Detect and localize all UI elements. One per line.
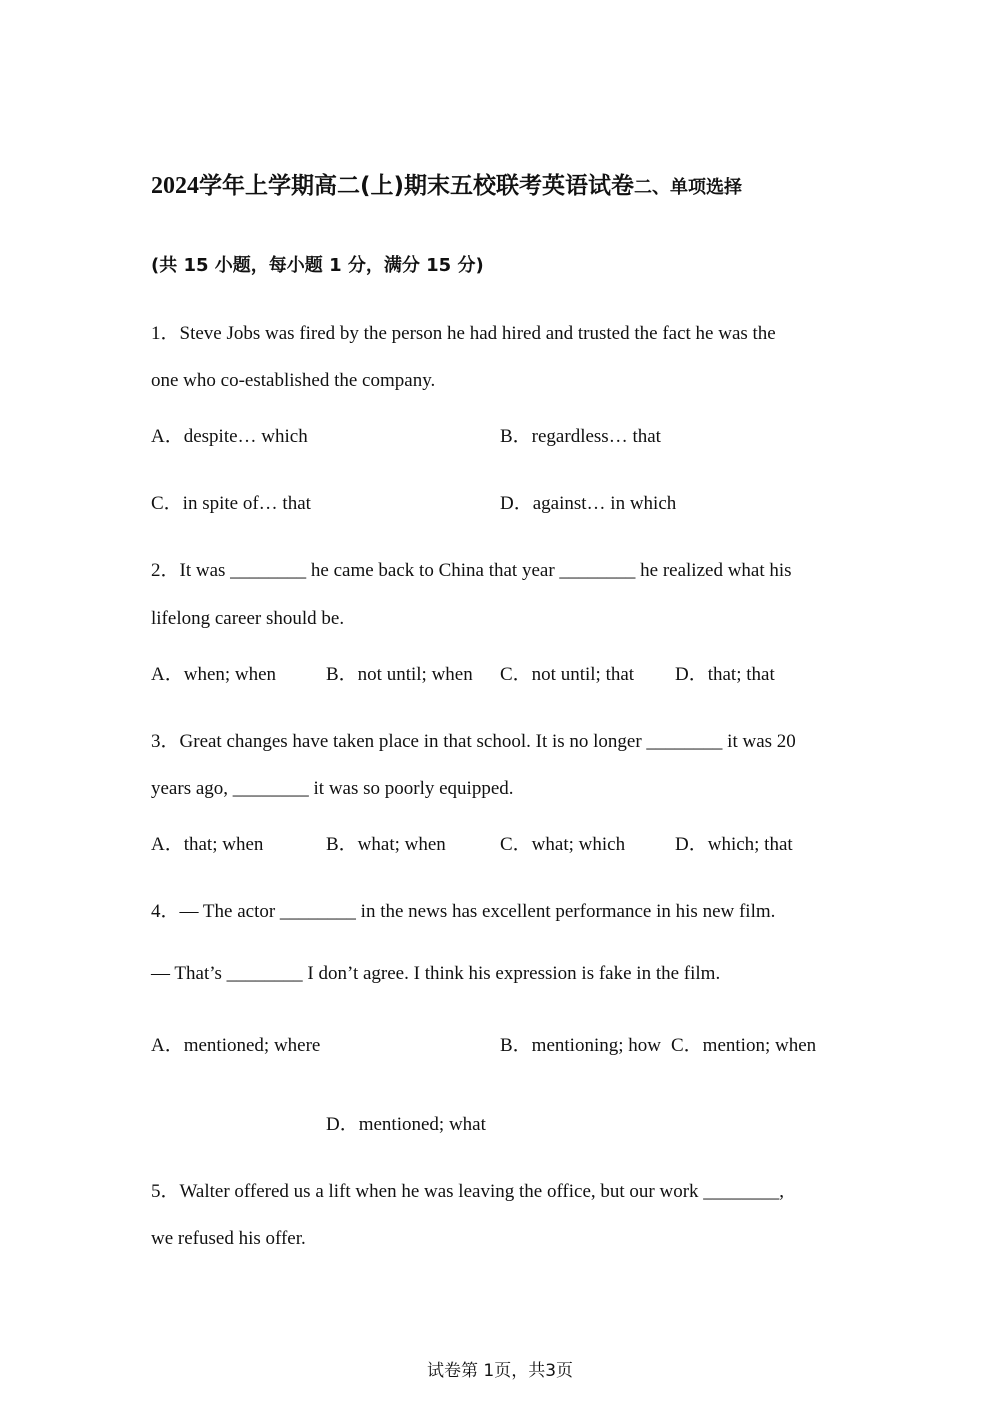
question-2-option-b[interactable]: B．not until; when xyxy=(326,664,473,685)
question-5-line-1 xyxy=(151,1176,784,1203)
page-title xyxy=(151,167,742,200)
question-3-option-c[interactable]: C．what; which xyxy=(500,834,626,855)
question-text: — The actor ________ in the news has excellent performance in his new film. xyxy=(179,901,776,922)
question-number: 2． xyxy=(151,560,180,581)
question-3-line-2: years ago, ________ it was so poorly equipped. xyxy=(151,778,514,799)
question-text: Walter offered us a lift when he was leaving the office, but our work ________, xyxy=(179,1181,785,1202)
question-3-line-1 xyxy=(151,726,796,753)
question-text: the fact xyxy=(634,323,691,344)
question-1-option-b[interactable]: B．regardless… that xyxy=(500,426,661,447)
question-5-line-2: we refused his offer. xyxy=(151,1228,306,1249)
question-number: 4． xyxy=(151,901,180,922)
section-instructions: (共 15 小题，每小题 1 分，满分 15 分) xyxy=(151,255,484,276)
title-year: 2024 xyxy=(151,173,199,199)
page-footer: 试卷第 1页，共3页 xyxy=(426,1361,574,1381)
question-1-option-d[interactable]: D．against… in which xyxy=(500,493,677,514)
question-4-option-c[interactable]: C．mention; when xyxy=(671,1035,817,1056)
question-number: 3． xyxy=(151,731,180,752)
question-1-option-a[interactable]: A．despite… which xyxy=(151,426,308,447)
question-1-line-1 xyxy=(151,318,776,345)
question-2-option-d[interactable]: D．that; that xyxy=(675,664,775,685)
question-3-option-b[interactable]: B．what; when xyxy=(326,834,446,855)
question-4-line-2: — That’s ________ I don’t agree. I think his expression is fake in the film. xyxy=(151,963,721,984)
question-text: It was ________ he came back to China that year ________ he realized what his xyxy=(179,560,792,581)
question-4-option-d[interactable]: D．mentioned; what xyxy=(326,1114,486,1135)
question-text: he was the xyxy=(695,323,776,344)
question-2-option-c[interactable]: C．not until; that xyxy=(500,664,635,685)
question-3-option-d[interactable]: D．which; that xyxy=(675,834,793,855)
section-heading: 二、单项选择 xyxy=(634,177,743,198)
question-2-line-2: lifelong career should be. xyxy=(151,608,345,629)
question-4-line-1 xyxy=(151,896,775,923)
question-1-option-c[interactable]: C．in spite of… that xyxy=(151,493,311,514)
title-main: 学年上学期高二(上)期末五校联考英语试卷 xyxy=(199,173,635,199)
question-text: Steve Jobs was fired by the person he had hired and trusted xyxy=(179,323,635,344)
question-4-option-b[interactable]: B．mentioning; how xyxy=(500,1035,661,1056)
question-4-option-a[interactable]: A．mentioned; where xyxy=(151,1035,321,1056)
question-number: 1． xyxy=(151,323,180,344)
question-number: 5． xyxy=(151,1181,180,1202)
question-1-line-2: one who co-established the company. xyxy=(151,370,436,391)
question-2-option-a[interactable]: A．when; when xyxy=(151,664,277,685)
question-2-line-1 xyxy=(151,555,792,582)
question-3-option-a[interactable]: A．that; when xyxy=(151,834,264,855)
question-text: Great changes have taken place in that school. It is no longer ________ it was 20 xyxy=(179,731,796,752)
